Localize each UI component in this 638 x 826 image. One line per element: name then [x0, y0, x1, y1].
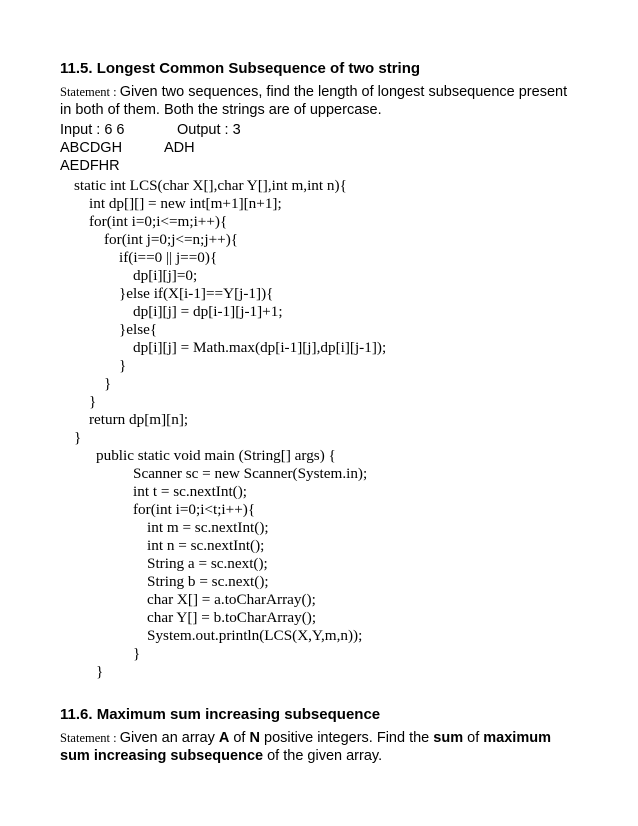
code-line: }	[133, 645, 141, 662]
statement-text: positive integers. Find the	[259, 730, 434, 746]
statement-text: Given an array	[119, 730, 219, 746]
output-label: Output : 3	[177, 122, 241, 138]
problem-statement-lcs	[60, 83, 580, 119]
code-line: dp[i][j]=0;	[133, 267, 198, 284]
code-line: int n = sc.nextInt();	[147, 537, 265, 554]
code-line: public static void main (String[] args) {	[96, 447, 336, 464]
code-line: }	[96, 663, 104, 680]
section-heading-msis: 11.6. Maximum sum increasing subsequence	[60, 706, 381, 723]
code-line: }	[89, 393, 97, 410]
code-line: String b = sc.next();	[147, 573, 269, 590]
problem-statement-msis	[60, 729, 580, 765]
statement-text: Given two sequences, find the length of longest subsequence present in both of them. Both the strings are of uppercase.	[60, 84, 568, 118]
code-line: int t = sc.nextInt();	[133, 483, 248, 500]
code-line: dp[i][j] = Math.max(dp[i-1][j],dp[i][j-1]);	[133, 339, 387, 356]
statement-label: Statement :	[60, 731, 120, 745]
statement-label: Statement :	[60, 85, 120, 99]
code-line: static int LCS(char X[],char Y[],int m,int n){	[74, 177, 347, 194]
code-line: for(int j=0;j<=n;j++){	[104, 231, 239, 248]
statement-text: of	[463, 730, 484, 746]
code-line: if(i==0 || j==0){	[119, 249, 218, 266]
code-line: char X[] = a.toCharArray();	[147, 591, 316, 608]
code-line: System.out.println(LCS(X,Y,m,n));	[147, 627, 363, 644]
code-line: dp[i][j] = dp[i-1][j-1]+1;	[133, 303, 283, 320]
code-line: return dp[m][n];	[89, 411, 189, 428]
input-line-2: AEDFHR	[60, 158, 120, 174]
code-line: int m = sc.nextInt();	[147, 519, 269, 536]
section-heading-lcs: 11.5. Longest Common Subsequence of two string	[60, 60, 421, 77]
statement-bold-term: maximum sum increasing subsequence	[60, 730, 551, 764]
code-line: }else if(X[i-1]==Y[j-1]){	[119, 285, 274, 302]
code-line: char Y[] = b.toCharArray();	[147, 609, 317, 626]
code-line: }	[104, 375, 112, 392]
code-line: }else{	[119, 321, 158, 338]
code-line: }	[119, 357, 127, 374]
code-line: int dp[][] = new int[m+1][n+1];	[89, 195, 282, 212]
code-line: for(int i=0;i<=m;i++){	[89, 213, 228, 230]
code-line: Scanner sc = new Scanner(System.in);	[133, 465, 368, 482]
statement-bold-term: A	[218, 730, 230, 746]
code-line: for(int i=0;i<t;i++){	[133, 501, 256, 518]
input-line-1: ABCDGH	[60, 140, 123, 156]
output-line-1: ADH	[164, 140, 195, 156]
statement-text: of the given array.	[263, 748, 383, 764]
code-line: String a = sc.next();	[147, 555, 268, 572]
input-label: Input : 6 6	[60, 122, 125, 138]
statement-bold-term: N	[249, 730, 260, 746]
statement-text: of	[229, 730, 250, 746]
code-line: }	[74, 429, 82, 446]
statement-bold-term: sum	[433, 730, 464, 746]
